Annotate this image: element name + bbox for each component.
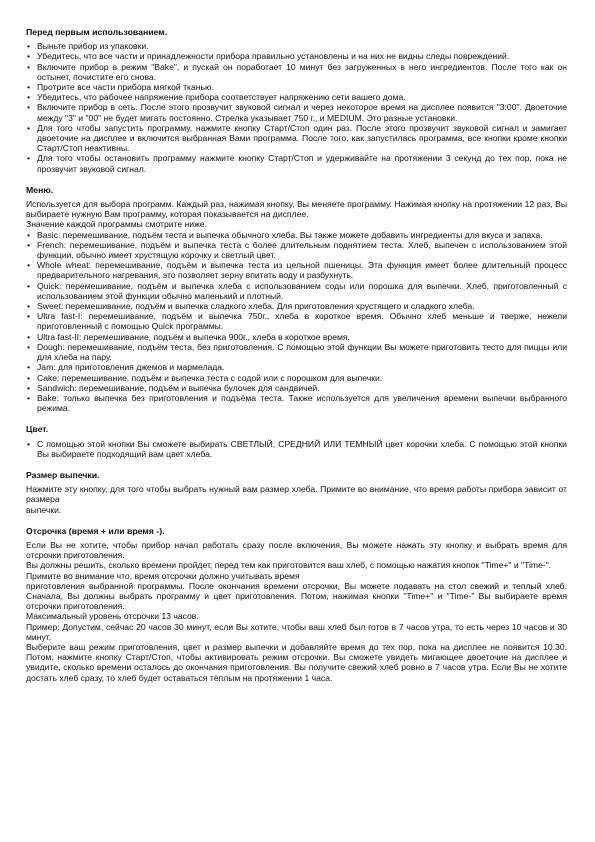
list-item: • Ultra fast-II: перемешивание, подъём и выпечка 900г., хлеба в короткое время.: [26, 332, 567, 342]
list-item: • Протрите все части прибора мягкой тканью.: [26, 82, 567, 92]
section-title: Размер выпечки.: [26, 469, 100, 480]
list-item: • Убедитесь, что рабочее напряжение прибора соответствует напряжению сети вашего дома.: [26, 92, 567, 102]
list-item: • Whole wheat: перемешивание, подъём и выпечка теста из цельной пшеницы. Эта функция имеет более длительный процесс предварительного нагревания, это позволяет зерну впитать воду и разбухнуть.: [26, 260, 567, 280]
list-item: • Jam: для приготовления джемов и мармелада.: [26, 362, 567, 372]
section-title: Меню.: [26, 184, 54, 195]
paragraph: приготовления выбранной программы. После окончания времени отсрочки, Вы можете подавать на стол свежий и теплый хлеб. Сначала, Вы должны выбрать программу и цвет приготовления. Потом, нажимая кнопки "Time+" и "Time-" Вы выбираете время отсрочки приготовления.: [26, 580, 567, 612]
list-item: • Включите прибор в режим "Bake", и пускай он поработает 10 минут без загруженных в него ингредиентов. После того как он остынет, почистите его снова.: [26, 62, 567, 82]
section-title: Перед первым использованием.: [26, 27, 168, 37]
list-item: • Quick: перемешивание, подъём и выпечка хлеба с использованием соды или порошка для выпечки. Хлеб, приготовленный с использованием этой функции обычно маленький и плотный.: [26, 281, 567, 301]
list-item: • Sandwich: перемешивание, подъём и выпечка булочек для сандвичей.: [26, 383, 567, 393]
document-page: [26, 27, 567, 694]
paragraph: Используется для выбора программ. Каждый раз, нажимая кнопку, Вы меняете программу. Нажимая кнопку на протяжении 12 раз, Вы выбираете нужную Вам программу, которая показывается на дисплее.: [26, 199, 567, 220]
list-item: • Basic: перемешивание, подъём теста и выпечка обычного хлеба. Вы также можете добавить ингредиенты для вкуса и запаха.: [26, 230, 567, 240]
paragraph: Вы должны решить, сколько времени пройдет, перед тем как приготовится ваш хлеб, с помощью нажатия кнопок "Time+" и "Time-".: [26, 560, 552, 571]
list-item: • Для того чтобы остановить программу нажмите кнопку Старт/Стоп и удерживайте на протяжении 3 секунд до тех пор, пока не прозвучит звуковой сигнал.: [26, 153, 567, 173]
list-item: • Bake: только выпечка без приготовления и подъёма теста. Также используется для увеличения времени выпечки выбранного режима.: [26, 393, 567, 413]
list-item: • Ultra fast-I: перемешивание, подъём и выпечка 750г., хлеба в короткое время. Обычно хлеб меньше и тверже, нежели приготовленный с помощью Quick программы.: [26, 311, 567, 331]
list-item: • Убедитесь, что все части и принадлежности прибора правильно установлены и на них не видны следы повреждений.: [26, 51, 567, 61]
list-item: • Выньте прибор из упаковки.: [26, 41, 567, 51]
list-item: • French: перемешивание, подъём и выпечка теста с более длительным поднятием теста. Хлеб, выпечен с использованием этой функции, обычно имеет хрустящую корочку и светлый цвет.: [26, 240, 567, 260]
paragraph: Максимальный уровень отсрочки 13 часов.: [26, 611, 199, 622]
section-menu: [26, 185, 567, 413]
paragraph: Выберите ваш режим приготовления, цвет и размер выпечки и добавляйте время до тех пор, пока на дисплее не появится 10.30. Потом, нажмите кнопку Старт/Стоп, чтобы активировать режим отсрочки. Вы сможете увидеть мигающее двоеточие на дисплее и увидите, сколько времени осталось до окончания приготовления. Вы получите свежий хлеб ровно в 7 часов утра. Если Вы не хотите достать хлеб сразу, то хлеб будет оставаться тёплым на протяжении 1 часа.: [26, 641, 567, 683]
bullet-list: [26, 439, 567, 459]
section-color: [26, 424, 567, 459]
section-title: Цвет.: [26, 424, 49, 435]
paragraph: Пример: Допустим, сейчас 20 часов 30 минут, если Вы хотите, чтобы ваш хлеб был готов в 7 часов утра, то есть через 10 часов и 30 минут.: [26, 621, 567, 642]
section-size: [26, 470, 567, 515]
list-item: • С помощью этой кнопки Вы сможете выбирать СВЕТЛЫЙ, СРЕДНИЙ ИЛИ ТЕМНЫЙ цвет корочки хлеба. С помощью этой кнопки Вы выбираете подходящий вам цвет хлеба.: [26, 439, 567, 459]
list-item: • Cake: перемешивание, подъём и выпечка теста с содой или с порошком для выпечки.: [26, 373, 567, 383]
list-item: • Для того чтобы запустить программу, нажмите кнопку Старт/Стоп один раз. После этого прозвучит звуковой сигнал и замигает двоеточие на дисплее и включится выбранная Вами программа. После того, как запустилась программа, все кнопки кроме кнопки Старт/Стоп неактивны.: [26, 123, 567, 154]
section-delay: [26, 526, 567, 683]
paragraph: выпечки.: [26, 504, 62, 515]
section-title: Отсрочка (время + или время -).: [26, 525, 165, 536]
list-item: • Включите прибор в сеть. После этого прозвучит звуковой сигнал и через некоторое время на дисплее появится "3:00". Двоеточие между "3" и "00" не будет мигать постоянно. Стрелка указывает 750 г., и MEDIUM. Это разные установки.: [26, 102, 567, 122]
paragraph: Примите во внимание что, время отсрочки должно учитывать время: [26, 570, 300, 581]
section-first-use: [26, 27, 567, 174]
list-item: • Dough: перемешивание, подъём теста, без приготовления. С помощью этой функции Вы можете приготовить тесто для пиццы или для хлеба на пару.: [26, 342, 567, 362]
paragraph: Если Вы не хотите, чтобы прибор начал работать сразу после включения, Вы можете нажать эту кнопку и выбрать время для отсрочки приготовления.: [26, 539, 567, 561]
bullet-list: [26, 230, 567, 414]
paragraph: Нажмите эту кнопку, для того чтобы выбрать нужный вам размер хлеба. Примите во внимание, что время работы прибора зависит от размера: [26, 484, 567, 505]
paragraph: Значение каждой программы смотрите ниже.: [26, 219, 208, 230]
list-item: • Sweet: перемешивание, подъём и выпечка сладкого хлеба. Для приготовления хрустящего и сладкого хлеба.: [26, 301, 567, 311]
bullet-list: [26, 41, 567, 174]
